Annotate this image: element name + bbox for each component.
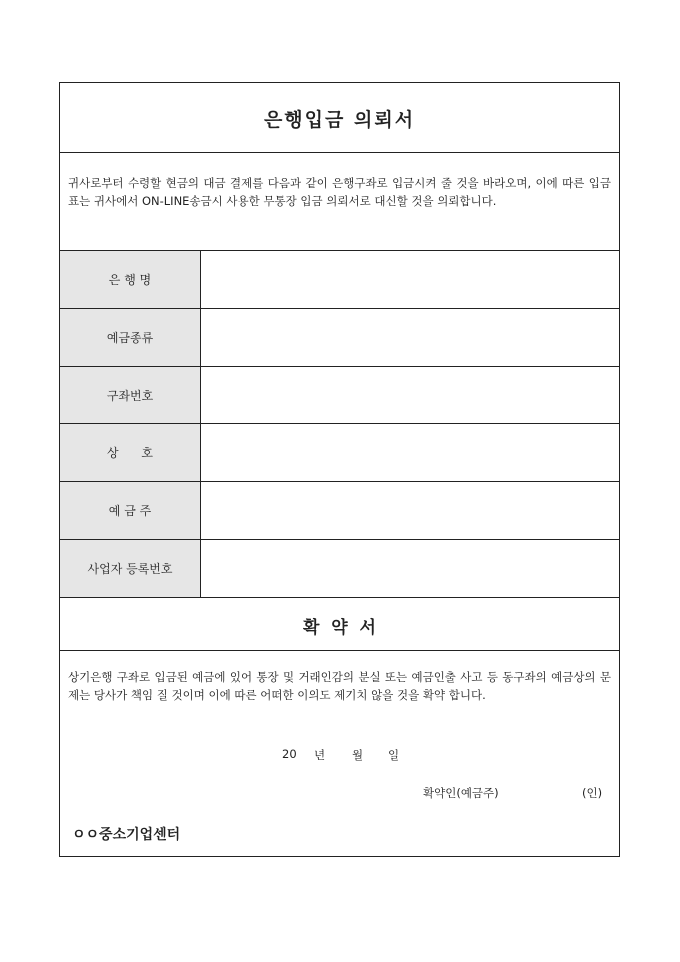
field-label-deposit-type: 예금종류 <box>60 309 201 366</box>
date-year-label: 년 <box>314 748 326 762</box>
field-label-bank-name: 은 행 명 <box>60 251 201 308</box>
field-value-company-name[interactable] <box>201 424 619 481</box>
field-value-deposit-type[interactable] <box>201 309 619 366</box>
field-value-account-number[interactable] <box>201 367 619 423</box>
title-row <box>60 83 619 153</box>
field-label-business-number: 사업자 등록번호 <box>60 540 201 597</box>
field-row-account-number <box>60 367 619 424</box>
form-title: 은행입금 의뢰서 <box>263 109 416 131</box>
date-month-label: 월 <box>352 748 364 762</box>
field-label-account-number: 구좌번호 <box>60 367 201 423</box>
field-row-business-number <box>60 540 619 598</box>
field-label-account-holder: 예 금 주 <box>60 482 201 539</box>
field-row-bank-name <box>60 251 619 309</box>
field-value-business-number[interactable] <box>201 540 619 597</box>
field-label-company-name: 상 호 <box>60 424 201 481</box>
deposit-request-form <box>59 82 620 857</box>
signer-label: 확약인(예금주) <box>423 786 499 800</box>
pledge-title-row <box>60 598 619 651</box>
pledge-text: 상기은행 구좌로 입금된 예금에 있어 통장 및 거래인감의 분실 또는 예금인출 사고 등 동구좌의 예금상의 문제는 당사가 책임 질 것이며 이에 따른 어떠한 이의도 제기치 않을 것을 확약 합니다. <box>68 670 611 702</box>
field-row-account-holder <box>60 482 619 540</box>
pledge-title: 확 약 서 <box>303 618 376 638</box>
field-row-company-name <box>60 424 619 482</box>
field-row-deposit-type <box>60 309 619 367</box>
field-value-account-holder[interactable] <box>201 482 619 539</box>
date-day-label: 일 <box>388 748 400 762</box>
organization-name: ㅇㅇ중소기업센터 <box>72 827 181 843</box>
seal-label: (인) <box>582 786 603 800</box>
intro-row <box>60 153 619 251</box>
intro-text: 귀사로부터 수령할 현금의 대금 결제를 다음과 같이 은행구좌로 입금시켜 줄 것을 바라오며, 이에 따른 입금표는 귀사에서 ON-LINE송금시 사용한 무통장 입금 의뢰서로 대신할 것을 의뢰합니다. <box>68 176 611 208</box>
field-value-bank-name[interactable] <box>201 251 619 308</box>
date-year-prefix: 20 <box>282 747 297 761</box>
